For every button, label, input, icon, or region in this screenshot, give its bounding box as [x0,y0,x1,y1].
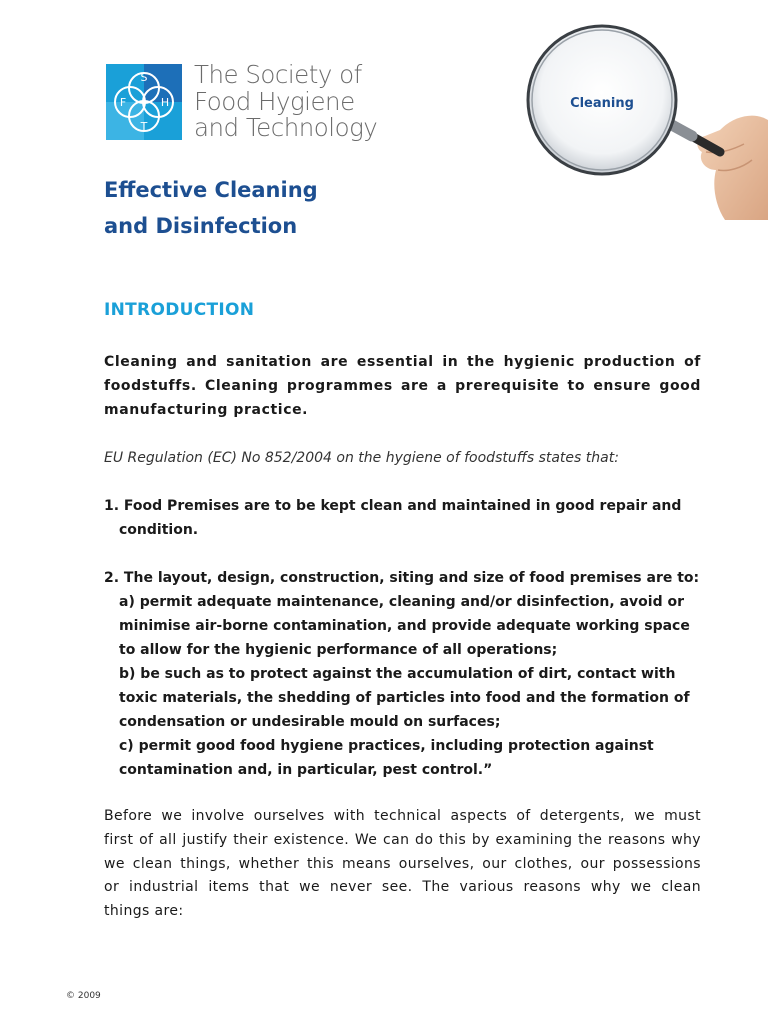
list-item-line: toxic materials, the shedding of particles into food and the formation of [119,690,690,706]
list-item-line: minimise air-borne contamination, and provide adequate working space [119,618,690,634]
list-item-line: b) be such as to protect against the accumulation of dirt, contact with [119,666,676,682]
logo-letter-t: T [140,120,148,133]
closing-line: we clean things, whether this means ourselves, our clothes, our possessions [104,855,701,872]
closing-line: things are: [104,903,184,920]
logo-line-1: The Society of [194,60,362,89]
logo-letter-s: S [140,71,148,84]
list-item-line: a) permit adequate maintenance, cleaning and/or disinfection, avoid or [119,594,685,610]
page-title [104,172,318,244]
logo-letter-h: H [160,96,170,109]
intro-line: Cleaning and sanitation are essential in the hygienic production of [104,354,701,370]
list-item-line: contamination and, in particular, pest control.” [119,762,493,778]
intro-line: manufacturing practice. [104,401,309,418]
regulation-item-1 [104,494,744,542]
magnifier-label: Cleaning [570,96,634,111]
closing-line: Before we involve ourselves with technical aspects of detergents, we must [104,808,701,824]
regulation-text: EU Regulation (EC) No 852/2004 on the hygiene of foodstuffs states that: [104,450,619,466]
list-item-line: 1. Food Premises are to be kept clean and maintained in good repair and [104,498,682,514]
sofht-logo [106,62,396,146]
logo-mark-icon [106,64,182,140]
copyright-footer: © 2009 [66,991,101,1001]
closing-line: first of all justify their existence. We can do this by examining the reasons why [104,831,701,848]
intro-paragraph [104,351,701,422]
list-item-line: condensation or undesirable mould on surfaces; [119,714,501,730]
title-line-2: and Disinfection [104,214,298,238]
list-item-line: condition. [119,522,199,538]
list-item-line: 2. The layout, design, construction, siting and size of food premises are to: [104,570,700,586]
regulation-item-2 [104,566,744,782]
logo-line-3: and Technology [194,113,378,142]
section-heading: INTRODUCTION [104,300,255,320]
title-line-1: Effective Cleaning [104,178,318,202]
logo-line-2: Food Hygiene [194,86,355,116]
closing-paragraph [104,805,701,924]
closing-line: or industrial items that we never see. The various reasons why we clean [104,879,701,896]
list-item-line: c) permit good food hygiene practices, including protection against [119,738,654,754]
logo-wordmark [194,62,377,142]
intro-line: foodstuffs. Cleaning programmes are a prerequisite to ensure good [104,377,701,394]
list-item-line: to allow for the hygienic performance of all operations; [119,642,558,658]
logo-letter-f: F [119,96,127,109]
magnifying-glass-icon [520,20,768,220]
